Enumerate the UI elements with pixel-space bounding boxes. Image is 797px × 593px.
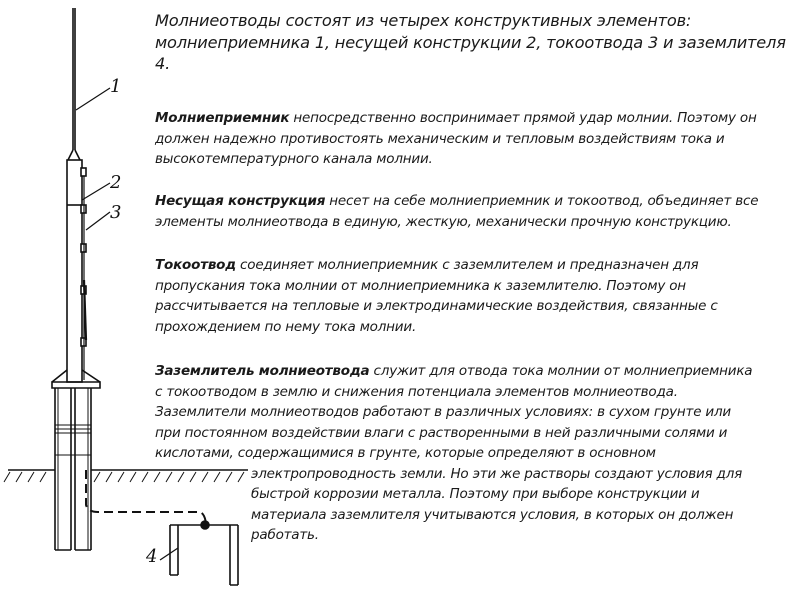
term-ground-electrode: Заземлитель молниеотвода <box>155 363 370 379</box>
term-support-structure: Несущая конструкция <box>155 193 326 209</box>
paragraph-ground-electrode: Заземлитель молниеотвода служит для отвода тока молнии от молниеприемника с токоотводом в землю и снижения потенциала элементов молниеотвода. Заземлители молниеотводов работают в различных условиях: в сухом грунте или при постоянном воздействии влаги с растворенными в ней различными солями и кислотами, содержащимися в грунте, которые определяют в основном электропроводность земли. Но эти же растворы создают условия для быстрой коррозии металла. Поэтому при выборе конструкции и материала заземлителя учитываются условия, в которых он должен работать. <box>155 363 753 543</box>
support-base <box>52 382 100 388</box>
label-3: 3 <box>110 202 122 223</box>
paragraph-down-conductor: Токоотвод соединяет молниеприемник с заземлителем и предназначен для пропускания тока молнии от молниеприемника к заземлителю. Поэтому он рассчитывается на тепловые и электродинамические воздействия, связанные с прохождением по нему тока молнии. <box>155 257 718 335</box>
air-terminal-rod <box>73 8 75 150</box>
label-4: 4 <box>146 546 158 567</box>
paragraph-support-structure: Несущая конструкция несет на себе молниеприемник и токоотвод, объединяет все элементы молниеотвода в единую, жесткую, механически прочную конструкцию. <box>155 193 759 230</box>
term-down-conductor: Токоотвод <box>155 257 236 273</box>
intro-paragraph: Молниеотводы состоят из четырех конструктивных элементов: молниеприемника 1, несущей конструкции 2, токоотвода 3 и заземлителя 4. <box>155 11 786 73</box>
paragraph-air-terminal: Молниеприемник непосредственно воспринимает прямой удар молнии. Поэтому он должен надежно противостоять механическим и тепловым воздействиям тока и высокотемпературного канала молнии. <box>155 110 757 167</box>
upper-mast <box>67 160 82 382</box>
label-2: 2 <box>110 172 122 193</box>
term-air-terminal: Молниеприемник <box>155 110 290 126</box>
label-1: 1 <box>110 76 122 97</box>
rod-taper <box>68 150 80 160</box>
